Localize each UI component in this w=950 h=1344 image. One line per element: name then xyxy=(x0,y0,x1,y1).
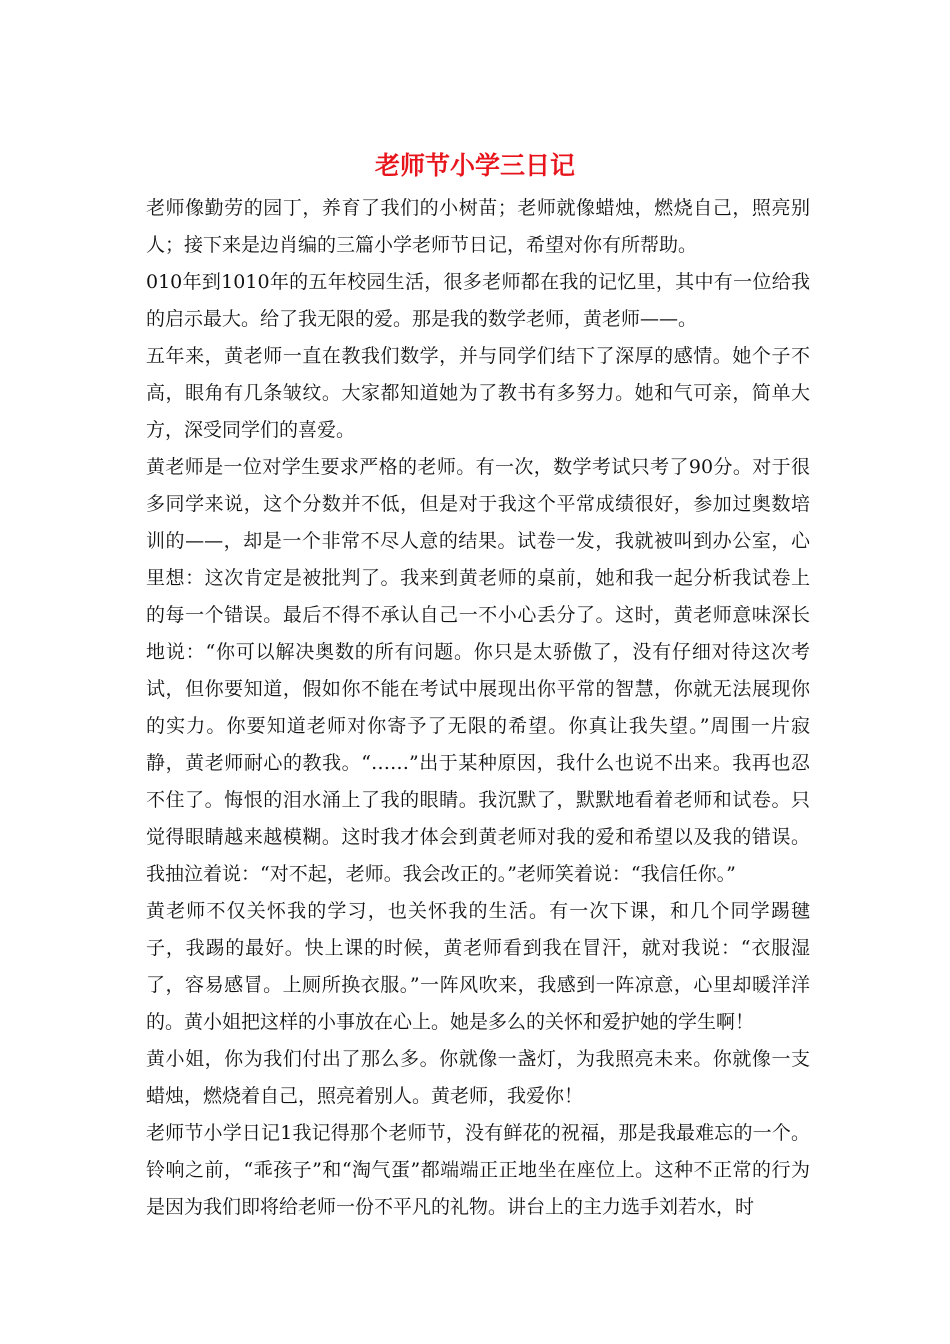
paragraph: 老师像勤劳的园丁，养育了我们的小树苗；老师就像蜡烛，燃烧自己，照亮别人；接下来是边肖编的三篇小学老师节日记，希望对你有所帮助。 xyxy=(146,197,810,256)
paragraph: 010年到1010年的五年校园生活，很多老师都在我的记忆里，其中有一位给我的启示最大。给了我无限的爱。那是我的数学老师，黄老师——。 xyxy=(146,271,810,330)
document-body xyxy=(146,190,810,1226)
paragraph: 黄老师是一位对学生要求严格的老师。有一次，数学考试只考了90分。对于很多同学来说，这个分数并不低，但是对于我这个平常成绩很好，参加过奥数培训的——，却是一个非常不尽人意的结果。试卷一发，我就被叫到办公室，心里想：这次肯定是被批判了。我来到黄老师的桌前，她和我一起分析我试卷上的每一个错误。最后不得不承认自己一不小心丢分了。这时，黄老师意味深长地说：“你可以解决奥数的所有问题。你只是太骄傲了，没有仔细对待这次考试，但你要知道，假如你不能在考试中展现出你平常的智慧，你就无法展现你的实力。你要知道老师对你寄予了无限的希望。你真让我失望。”周围一片寂静，黄老师耐心的教我。“……”出于某种原因，我什么也说不出来。我再也忍不住了。悔恨的泪水涌上了我的眼睛。我沉默了，默默地看着老师和试卷。只觉得眼睛越来越模糊。这时我才体会到黄老师对我的爱和希望以及我的错误。我抽泣着说：“对不起，老师。我会改正的。”老师笑着说：“我信任你。” xyxy=(146,456,810,885)
document-title: 老师节小学三日记 xyxy=(374,151,575,180)
paragraph: 黄老师不仅关怀我的学习，也关怀我的生活。有一次下课，和几个同学踢毽子，我踢的最好。快上课的时候，黄老师看到我在冒汗，就对我说：“衣服湿了，容易感冒。上厕所换衣服。”一阵风吹来，我感到一阵凉意，心里却暖洋洋的。黄小姐把这样的小事放在心上。她是多么的关怀和爱护她的学生啊！ xyxy=(146,900,810,1033)
paragraph: 老师节小学日记1我记得那个老师节，没有鲜花的祝福，那是我最难忘的一个。铃响之前，“乖孩子”和“淘气蛋”都端端正正地坐在座位上。这种不正常的行为是因为我们即将给老师一份不平凡的礼物。讲台上的主力选手刘若水，时 xyxy=(146,1122,810,1218)
paragraph: 五年来，黄老师一直在教我们数学，并与同学们结下了深厚的感情。她个子不高，眼角有几条皱纹。大家都知道她为了教书有多努力。她和气可亲，简单大方，深受同学们的喜爱。 xyxy=(146,345,810,441)
paragraph: 黄小姐，你为我们付出了那么多。你就像一盏灯，为我照亮未来。你就像一支蜡烛，燃烧着自己，照亮着别人。黄老师，我爱你！ xyxy=(146,1048,810,1107)
